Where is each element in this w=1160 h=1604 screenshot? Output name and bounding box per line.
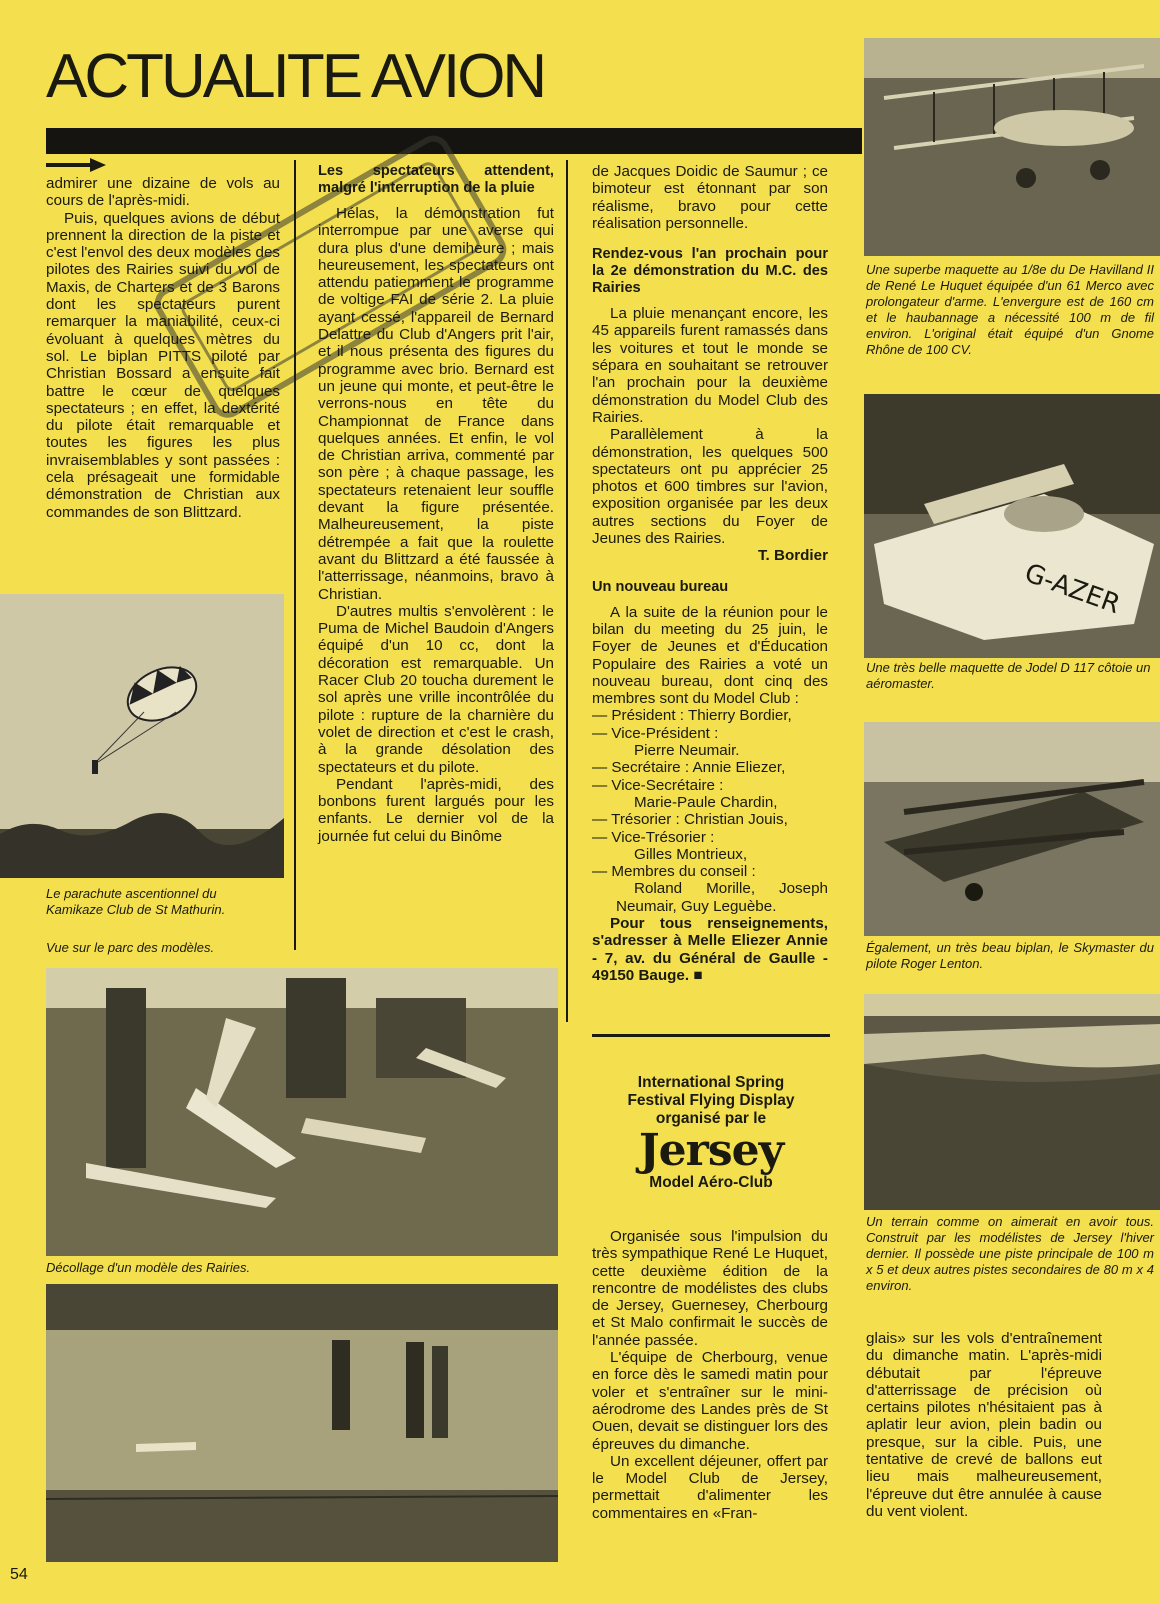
jersey-title: Jersey [638, 1125, 784, 1176]
parc-caption: Vue sur le parc des modèles. [46, 940, 215, 955]
paragraph: La pluie menançant encore, les 45 appareils furent ramassés dans les voitures et tout le monde se sépara en souhaitant se retrouver l'an prochain pour la deuxième démonstration du Model Club des Rairies. [592, 305, 828, 426]
board-list [592, 707, 828, 915]
page-title: ACTUALITE AVION [46, 42, 545, 111]
jersey-line: International Spring [637, 1074, 785, 1091]
jodel-caption: Une très belle maquette de Jodel D 117 côtoie un aéromaster. [866, 660, 1151, 691]
takeoff-photo [46, 1284, 558, 1562]
decollage-caption: Décollage d'un modèle des Rairies. [46, 1260, 251, 1275]
list-item: Marie-Paule Chardin, [634, 793, 778, 811]
contact-text: Pour tous renseignements, s'adresser à Melle Eliezer Annie - 7, av. du Général de Gaulle - 49150 Bauge. [592, 914, 828, 984]
paragraph: D'autres multis s'envolèrent : le Puma de Michel Baudoin d'Angers équipé d'un 10 cc, dont la décoration est remarquable. Un Racer Club 20 toucha durement le sol après une vrille incontrôlée du pilote : rupture de la charnière du volet de direction et c'est le crash, à la grande désolation des spectateurs et du pilote. [318, 602, 554, 776]
signature: T. Bordier [757, 547, 828, 565]
list-item: — Président : Thierry Bordier, [592, 707, 792, 725]
paragraph: Organisée sous l'impulsion du très sympathique René Le Huquet, cette deuxième édition de la rencontre de modélistes des clubs de Jersey, Guernesey, Cherbourg et St Malo confirmait le succès de l'année passée. [592, 1228, 828, 1349]
section-rule [592, 1034, 830, 1037]
section-heading: Rendez-vous l'an prochain pour la 2e démonstration du M.C. des Rairies [592, 246, 828, 297]
list-item: — Vice-Trésorier : [592, 828, 715, 846]
title-rule [46, 128, 862, 154]
section-heading: Un nouveau bureau [592, 578, 729, 595]
column-2 [318, 163, 554, 845]
biplane-photo [864, 38, 1160, 256]
jersey-line: Model Aéro-Club [649, 1174, 773, 1191]
registration-mark: G-AZER [1020, 558, 1124, 621]
list-item: — Trésorier : Christian Jouis, [592, 811, 788, 829]
airfield-photo [864, 994, 1160, 1210]
list-item: Pierre Neumair. [634, 742, 740, 760]
contact-info [592, 915, 828, 984]
jersey-announcement [592, 1074, 830, 1192]
continuation-arrow-icon [46, 156, 106, 174]
paragraph: Pendant l'après-midi, des bonbons furent largués pour les enfants. Le dernier vol de la journée fut celui du Binôme [318, 775, 554, 845]
parachute-caption: Le parachute ascentionnel du Kamikaze Club de St Mathurin. [46, 886, 226, 917]
list-item: Roland Morille, Joseph Neumair, Guy Leguèbe. [616, 880, 828, 915]
list-item: — Membres du conseil : [592, 863, 756, 881]
list-item: Gilles Montrieux, [634, 845, 748, 863]
paragraph: Puis, quelques avions de début prennent la direction de la piste et c'est l'envol des deux modèles des pilotes des Rairies suivi du vol de Maxis, de Charters et de 3 Barons dont les spectateurs purent remarquer la maniabilité, ceux-ci évoluant à quelques mètres du sol. Le biplan PITTS piloté par Christian Bossard a ensuite fait battre le cœur de quelques spectateurs ; en effet, la dextérité du pilote était remarquable et toutes les figures les plus invraisemblables y sont passées : cela présageait une formidable démonstration de Christian aux commandes de son Blittzard. [46, 209, 280, 521]
paragraph: de Jacques Doidic de Saumur ; ce bimoteur est étonnant par son réalisme, bravo pour cette réalisation personnelle. [592, 163, 828, 232]
paragraph: admirer une dizaine de vols au cours de l'après-midi. [46, 175, 280, 210]
paragraph: glais» sur les vols d'entraînement du dimanche matin. L'après-midi débutait par l'épreuve d'atterrissage de précision où certains pilotes n'hésitaient pas à aplatir leur avion, plein badin ou presque, sur la cible. Puis, une tentative de crevé de ballons eut lieu mais malheureusement, l'épreuve dut être annulée à cause du vent violent. [866, 1330, 1102, 1520]
paragraph: Un excellent déjeuner, offert par le Model Club de Jersey, permettait d'alimenter les commentaires en «Fran- [592, 1452, 828, 1522]
column-divider [566, 160, 568, 1022]
column-3-jersey-text [592, 1228, 828, 1522]
jersey-line: organisé par le [655, 1110, 767, 1127]
airfield-caption: Un terrain comme on aimerait en avoir tous. Construit par les modélistes de Jersey l'hiver dernier. Il possède une piste principale de 100 m x 5 et deux autres pistes secondaires de 80 m x 4 environ. [866, 1214, 1154, 1293]
column-1 [46, 175, 280, 521]
end-mark: ■ [693, 966, 703, 984]
parachute-photo [0, 594, 284, 878]
skymaster-photo [864, 722, 1160, 936]
section-heading: Les spectateurs attendent, malgré l'interruption de la pluie [318, 163, 554, 196]
column-4-text [866, 1330, 1102, 1520]
list-item: — Secrétaire : Annie Eliezer, [592, 759, 786, 777]
paragraph: Parallèlement à la démonstration, les quelques 500 spectateurs ont pu apprécier 25 photos et 600 timbres sur l'avion, exposition organisée par les deux autres sections du Foyer de Jeunes des Rairies. [592, 426, 828, 548]
jodel-photo [864, 394, 1160, 658]
list-item: — Vice-Président : [592, 724, 719, 742]
skymaster-caption: Également, un très beau biplan, le Skymaster du pilote Roger Lenton. [866, 940, 1154, 971]
paragraph: A la suite de la réunion pour le bilan du meeting du 25 juin, le Foyer de Jeunes et d'Éducation Populaire des Rairies a voté un nouveau bureau, dont cinq des membres sont du Model Club : [592, 603, 828, 708]
column-3 [592, 163, 828, 984]
paragraph: L'équipe de Cherbourg, venue en force dès le samedi matin pour voler et s'entraîner sur le mini-aérodrome des Landes près de St Ouen, devait se distinguer lors des épreuves du dimanche. [592, 1349, 828, 1453]
page-number: 54 [10, 1566, 28, 1583]
paragraph: Hélas, la démonstration fut interrompue par une averse qui dura plus d'une demiheure ; mais heureusement, les spectateurs ont attendu patiemment le programme de voltige FAI de série 2. La pluie ayant cessé, l'appareil de Bernard Delattre du Club d'Angers prit l'air, et il nous présenta des figures du programme avec brio. Bernard est un jeune qui monte, et peut-être le verrons-nous en tête du Championnat de France dans quelques années. Et enfin, le vol de Christian arriva, commenté par son père ; à chaque passage, les spectateurs retenaient leur souffle devant la figure présentée. Malheureusement, la piste détrempée a fait que la roulette avant du Blittzard a été faussée à l'atterrissage, néanmoins, bravo à Christian. [318, 205, 554, 603]
model-park-photo [46, 968, 558, 1256]
column-divider [294, 160, 296, 950]
biplane-caption: Une superbe maquette au 1/8e du De Havilland II de René Le Huquet équipée d'un 61 Merco avec prolongateur d'arme. L'envergure est de 160 cm et le haubannage a nécessité 100 m de fil environ. L'original était équipé d'un Gnome Rhône de 100 CV. [866, 262, 1154, 357]
jersey-line: Festival Flying Display [627, 1092, 795, 1109]
list-item: — Vice-Secrétaire : [592, 776, 724, 794]
